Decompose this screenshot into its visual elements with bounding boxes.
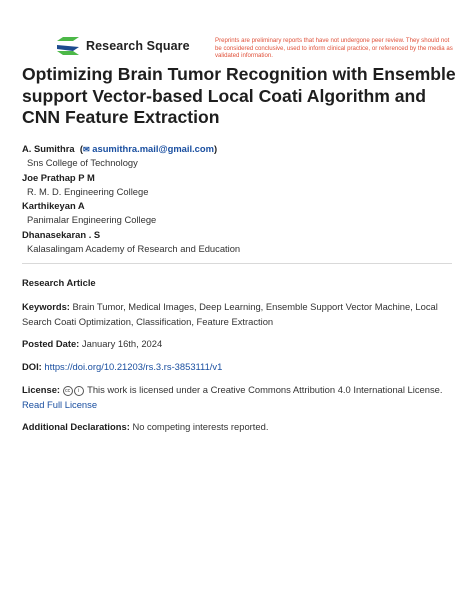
author-email-link[interactable]: asumithra.mail@gmail.com [92, 143, 214, 154]
license-label: License: [22, 384, 61, 395]
brand-name: Research Square [86, 39, 190, 53]
author-name: Joe Prathap P M [22, 171, 95, 183]
author-name: Dhanasekaran . S [22, 228, 101, 240]
read-full-license-link[interactable]: Read Full License [22, 398, 98, 410]
additional-declarations [22, 420, 458, 435]
research-square-logo[interactable] [57, 37, 190, 55]
declarations-value: No competing interests reported. [132, 421, 269, 432]
section-divider [22, 263, 452, 264]
license [22, 383, 458, 412]
author-affiliation: Panimalar Engineering College [27, 214, 157, 225]
page-header [0, 0, 474, 66]
preprint-notice: Preprints are preliminary reports that have not undergone peer review. They should not be considered conclusive, used to inform clinical practice, or referenced by the media as validated information. [215, 37, 453, 60]
paper-title: Optimizing Brain Tumor Recognition with Ensemble support Vector-based Local Coati Algorithm and CNN Feature Extraction [22, 64, 456, 127]
keywords-value: Brain Tumor, Medical Images, Deep Learning, Ensemble Support Vector Machine, Local Search Coati Optimization, Classification, Feature Extraction [22, 301, 438, 327]
author-name: Karthikeyan A [22, 200, 85, 211]
license-text: This work is licensed under a Creative Commons Attribution 4.0 International License. [87, 384, 443, 395]
author-affiliation: Kalasalingam Academy of Research and Education [27, 242, 241, 254]
posted-date [22, 337, 458, 352]
author-affiliation: R. M. D. Engineering College [27, 185, 149, 197]
declarations-label: Additional Declarations: [22, 421, 130, 432]
envelope-icon: ✉ [82, 145, 90, 154]
posted-date-value: January 16th, 2024 [81, 338, 163, 349]
posted-date-label: Posted Date: [22, 338, 80, 349]
author-affiliation: Sns College of Technology [27, 157, 138, 168]
doi-label: DOI: [22, 361, 42, 372]
doi-link[interactable]: https://doi.org/10.21203/rs.3.rs-3853111/v1 [44, 361, 223, 372]
keywords-label: Keywords: [22, 301, 70, 312]
by-icon: i [74, 386, 84, 396]
author-name: A. Sumithra (✉ asumithra.mail@gmail.com) [22, 143, 218, 154]
research-square-logo-icon [57, 37, 79, 55]
cc-icon: cc [63, 386, 73, 396]
article-type: Research Article [22, 277, 96, 288]
doi [22, 360, 458, 375]
keywords [22, 300, 458, 329]
author-list [22, 142, 462, 256]
